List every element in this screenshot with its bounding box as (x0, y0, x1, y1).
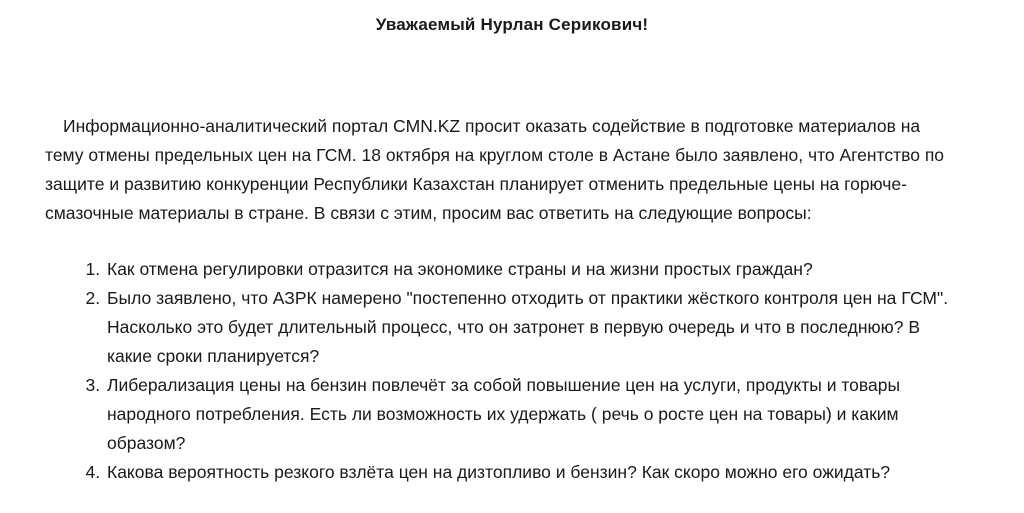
question-item-1: 1. Как отмена регулировки отразится на экономике страны и на жизни простых граждан? (105, 255, 955, 284)
question-item-2: 2. Было заявлено, что АЗРК намерено "постепенно отходить от практики жёсткого контроля цен на ГСМ". Насколько это будет длительный процесс, что он затронет в первую очередь и что в последнюю? В какие сроки планируется? (105, 284, 955, 371)
intro-paragraph: Информационно-аналитический портал CMN.KZ просит оказать содействие в подготовке материалов на тему отмены предельных цен на ГСМ. 18 октября на круглом столе в Астане было заявлено, что Агентство по защите и развитию конкуренции Республики Казахстан планирует отменить предельные цены на горюче-смазочные материалы в стране. В связи с этим, просим вас ответить на следующие вопросы: (45, 116, 945, 223)
question-item-4: 4. Какова вероятность резкого взлёта цен на дизтопливо и бензин? Как скоро можно его ожидать? (105, 458, 955, 487)
question-item-3: 3. Либерализация цены на бензин повлечёт за собой повышение цен на услуги, продукты и товары народного потребления. Есть ли возможность их удержать ( речь о росте цен на товары) и каким образом? (105, 371, 955, 458)
document-title: Уважаемый Нурлан Серикович! (375, 15, 649, 34)
questions-list (45, 255, 955, 487)
